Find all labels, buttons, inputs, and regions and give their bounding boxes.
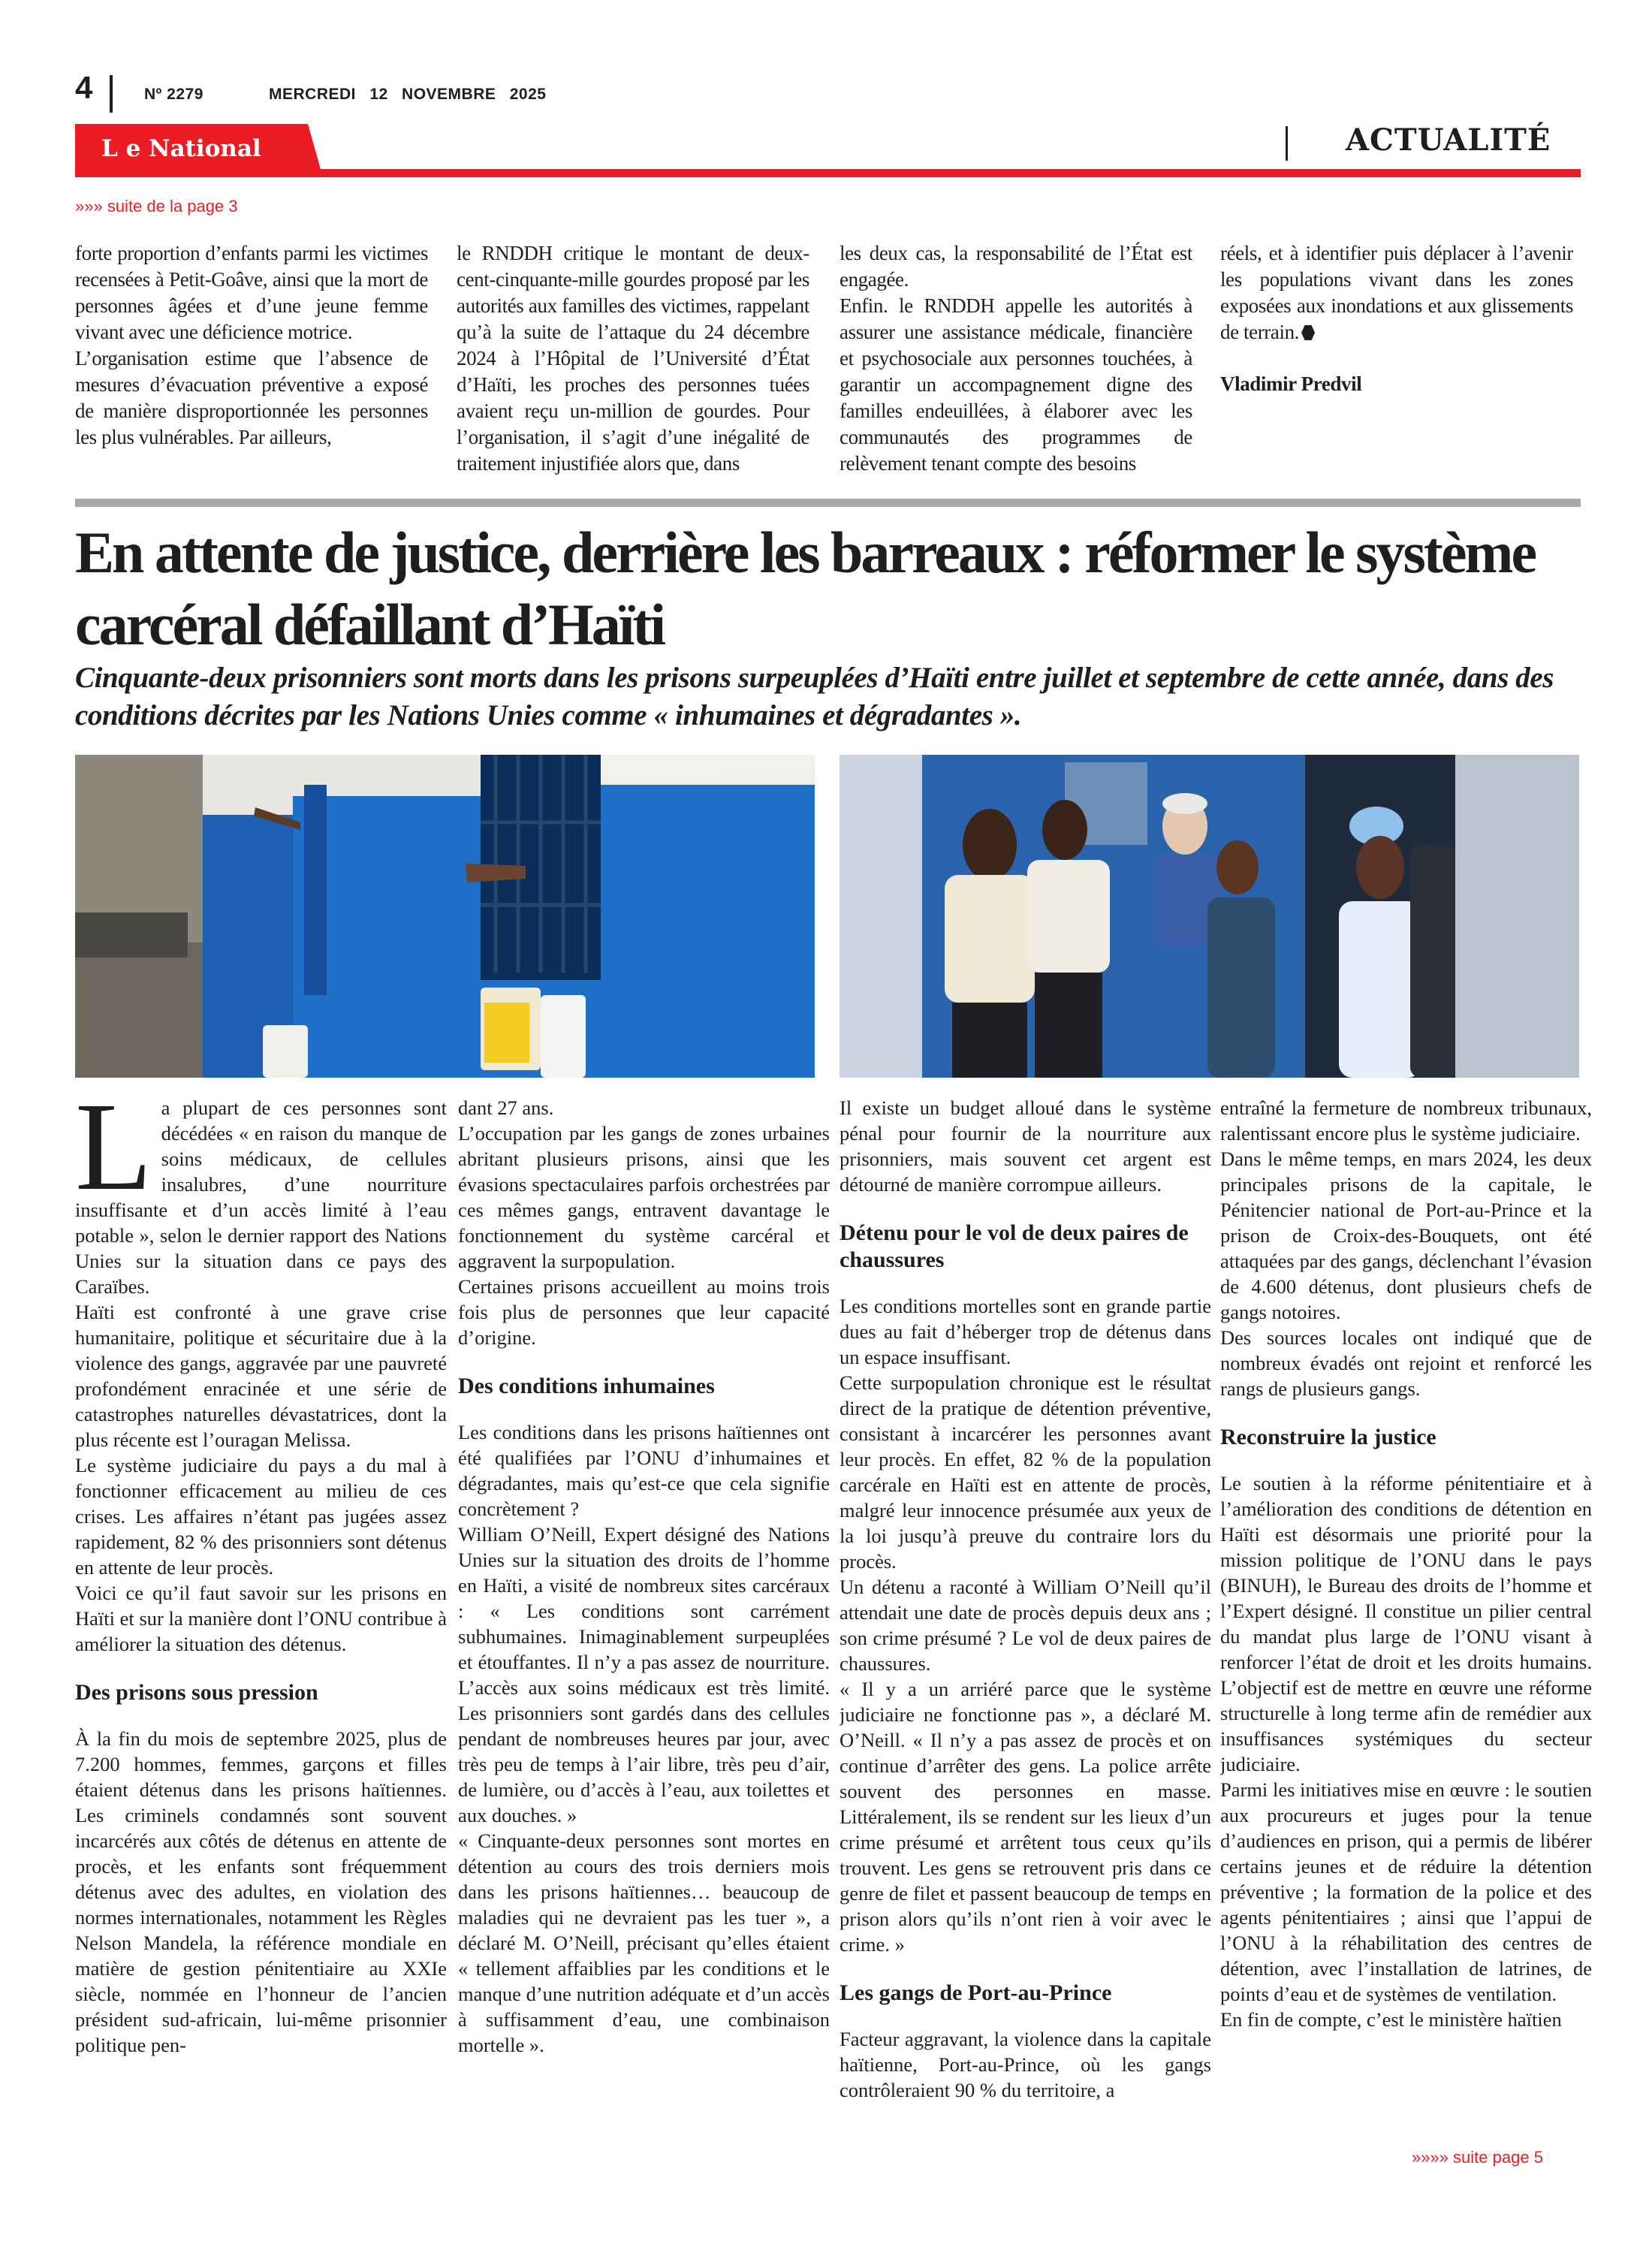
subheading: Détenu pour le vol de deux paires de chaussures: [840, 1220, 1189, 1272]
end-of-article-icon: [1301, 325, 1315, 340]
dateline: MERCREDI 12 NOVEMBRE 2025: [269, 86, 547, 103]
paragraph-text: a plupart de ces personnes sont décédées « en raison du manque de soins médicaux, de cellules insalubres, d’une nourriture insuffisante et d’un accès limité à l’eau potable », selon le dernier rapport des Nations Unies sur la situation dans ce pays des Caraïbes.: [75, 1096, 447, 1298]
photo-official-visit: [840, 755, 1579, 1078]
subheading: Des prisons sous pression: [75, 1680, 318, 1705]
subheading: Des conditions inhumaines: [458, 1374, 715, 1398]
paragraph: Enfin. le RNDDH appelle les autorités à assurer une assistance médicale, financière et psychosociale aux personnes touchées, à garantir un accompagnement digne des familles endeuillées, à élaborer avec les communautés des programmes de relèvement tenant compte des besoins: [840, 294, 1192, 475]
paragraph: En fin de compte, c’est le ministère haïtien: [1220, 2008, 1562, 2031]
prev-article-column-2: [457, 240, 809, 488]
article-column-1: [75, 1095, 447, 2146]
paragraph: dant 27 ans.: [458, 1096, 554, 1119]
paragraph: L’organisation estime que l’absence de mesures d’évacuation préventive a exposé de manière disproportionnée les personnes les plus vulnérables. Par ailleurs,: [75, 347, 428, 448]
paragraph: Voici ce qu’il faut savoir sur les prisons en Haïti et sur la manière dont l’ONU contribue à améliorer la situation des détenus.: [75, 1582, 447, 1655]
paragraph: Les conditions dans les prisons haïtiennes ont été qualifiées par l’ONU d’inhumaines et dégradantes, mais qu’est-ce que cela signifie concrètement ?: [458, 1421, 830, 1520]
photo-prison-cells: [75, 755, 815, 1078]
section-label[interactable]: ACTUALITÉ: [1346, 122, 1551, 158]
continued-to-link[interactable]: »»»» suite page 5: [1412, 2148, 1543, 2167]
paragraph: les deux cas, la responsabilité de l’État est engagée.: [840, 242, 1192, 291]
prev-article-column-3: [840, 240, 1192, 488]
article-column-3: [840, 1095, 1211, 2146]
lead-paragraph: [75, 1095, 447, 1299]
paragraph: entraîné la fermeture de nombreux tribunaux, ralentissant encore plus le système judiciaire.: [1220, 1096, 1592, 1145]
paragraph: Un détenu a raconté à William O’Neill qu’il attendait une date de procès depuis deux ans ; son crime présumé ? Le vol de deux paires de chaussures.: [840, 1576, 1211, 1675]
paragraph: forte proportion d’enfants parmi les victimes recensées à Petit-Goâve, ainsi que la mort de personnes âgées et d’une jeune femme vivant avec une déficience motrice.: [75, 242, 428, 343]
paragraph-text: réels, et à identifier puis déplacer à l’avenir les populations vivant dans les zones exposées aux inondations et aux glissements de terrain.: [1220, 242, 1573, 343]
paragraph: Des sources locales ont indiqué que de nombreux évadés ont rejoint et renforcé les rangs de plusieurs gangs.: [1220, 1326, 1592, 1400]
paragraph: Facteur aggravant, la violence dans la capitale haïtienne, Port-au-Prince, où les gangs contrôleraient 90 % du territoire, a: [840, 2028, 1211, 2101]
prev-article-column-1: [75, 240, 428, 488]
paragraph: le RNDDH critique le montant de deux-cent-cinquante-mille gourdes proposé par les autorités aux familles des victimes, rappelant qu’à la suite de l’attaque du 24 décembre 2024 à l’Hôpital de l’Université d’État d’Haïti, les proches des personnes tuées avaient reçu un-million de gourdes. Pour l’organisation, il s’agit d’une inégalité de traitement injustifiée alors que, dans: [457, 242, 809, 475]
paragraph: Cette surpopulation chronique est le résultat direct de la pratique de détention préventive, consistant à incarcérer les personnes avant leur procès. En effet, 82 % de la population carcérale en Haïti est en attente de procès, malgré leur innocence présumée aux yeux de la loi jusqu’à preuve du contraire lors du procès.: [840, 1371, 1211, 1573]
subheading: Reconstruire la justice: [1220, 1425, 1436, 1449]
paragraph: Certaines prisons accueillent au moins trois fois plus de personnes que leur capacité d’origine.: [458, 1275, 830, 1349]
drop-cap: L: [75, 1095, 152, 1217]
page-number: 4: [75, 70, 93, 105]
official-visit-illustration: [840, 755, 1579, 1078]
paragraph: Le soutien à la réforme pénitentiaire et à l’amélioration des conditions de détention en Haïti est désormais une priorité pour la mission politique de l’ONU dans le pays (BINUH), le Bureau des droits de l’homme et l’Expert désigné. Il constitue un pilier central du mandat plus large de l’ONU visant à renforcer l’état de droit et les droits humains. L’objectif est de mettre en œuvre une réforme structurelle à long terme afin de remédier aux insuffisances systémiques du secteur judiciaire.: [1220, 1472, 1592, 1775]
paragraph: « Il y a un arriéré parce que le système judiciaire ne fonctionne pas », a déclaré M. O’Neill. « Il n’y a pas assez de procès et on continue d’arrêter des gens. La police arrête souvent des personnes en masse. Littéralement, ils se rendent sur les lieux d’un crime présumé et arrêtent tous ceux qu’ils trouvent. Les gens se retrouvent pris dans ce genre de filet et passent beaucoup de temps en prison alors qu’ils n’ont rien à voir avec le crime. »: [840, 1678, 1211, 1956]
page-number-divider: [110, 75, 113, 113]
article-deck: Cinquante-deux prisonniers sont morts dans les prisons surpeuplées d’Haïti entre juillet et septembre de cette année, dans des conditions décrites par les Nations Unies comme « inhumaines et dégradantes ».: [75, 662, 1554, 731]
paragraph: Le système judiciaire du pays a du mal à fonctionner efficacement au milieu de ces crises. Les affaires n’étant pas jugées assez rapidement, 82 % des prisonniers sont détenus en attente de leur procès.: [75, 1454, 447, 1579]
paragraph: Il existe un budget alloué dans le système pénal pour fournir de la nourriture aux prisonniers, mais souvent cet argent est détourné de manière corrompue ailleurs.: [840, 1096, 1211, 1196]
prison-cells-illustration: [75, 755, 815, 1078]
section-divider: [1286, 126, 1288, 161]
byline: Vladimir Predvil: [1220, 372, 1362, 395]
article-column-4: [1220, 1095, 1592, 2146]
paragraph: William O’Neill, Expert désigné des Nations Unies sur la situation des droits de l’homme en Haïti, a visité de nombreux sites carcéraux : « Les conditions sont carrément subhumaines. Inimaginablement surpeuplées et étouffantes. Il n’y a pas assez de nourriture. L’accès aux soins médicaux est très limité. Les prisonniers sont gardés dans des cellules pendant de nombreuses heures par jour, avec très peu de temps à l’air libre, très peu d’air, de lumière, ou d’accès à l’eau, aux toilettes et aux douches. »: [458, 1523, 830, 1826]
newspaper-logo[interactable]: L e National: [101, 135, 261, 162]
issue-number: Nº 2279: [144, 86, 203, 103]
paragraph: Haïti est confronté à une grave crise humanitaire, politique et sécuritaire due à la violence des gangs, aggravée par une pauvreté profondément enracinée et une série de catastrophes naturelles dévastatrices, dont la plus récente est l’ouragan Melissa.: [75, 1301, 447, 1451]
article-headline: En attente de justice, derrière les barreaux : réformer le système carcéral défaillant d’Haïti: [75, 520, 1536, 657]
paragraph: [1220, 240, 1573, 345]
paragraph: L’occupation par les gangs de zones urbaines abritant plusieurs prisons, ainsi que les évasions spectaculaires parfois orchestrées par ces mêmes gangs, entravent davantage le fonctionnement du système carcéral et aggravent la surpopulation.: [458, 1122, 830, 1272]
continued-from-link[interactable]: »»» suite de la page 3: [75, 197, 238, 216]
paragraph: Les conditions mortelles sont en grande partie dues au fait d’héberger trop de détenus dans un espace insuffisant.: [840, 1295, 1211, 1368]
article-separator: [75, 499, 1581, 507]
paragraph: Dans le même temps, en mars 2024, les deux principales prisons de la capitale, le Pénitencier national de Port-au-Prince et la prison de Croix-des-Bouquets, ont été attaquées par des gangs, déclenchant l’évasion de 4.600 détenus, dont plusieurs chefs de gangs notoires.: [1220, 1148, 1592, 1323]
paragraph: À la fin du mois de septembre 2025, plus de 7.200 hommes, femmes, garçons et filles étaient détenus dans les prisons haïtiennes. Les criminels condamnés sont souvent incarcérés aux côtés de détenus en attente de procès, et les enfants sont fréquemment détenus avec des adultes, en violation des normes internationales, notamment les Règles Nelson Mandela, la référence mondiale en matière de gestion pénitentiaire au XXIe siècle, nommée en l’honneur de l’ancien président sud-africain, lui-même prisonnier politique pen-: [75, 1727, 447, 2056]
article-column-2: [458, 1095, 830, 2146]
paragraph: « Cinquante-deux personnes sont mortes en détention au cours des trois derniers mois dans les prisons haïtiennes… beaucoup de maladies qui ne devraient pas les tuer », a déclaré M. O’Neill, précisant qu’elles étaient « tellement affaiblies par les conditions et le manque d’une nutrition adéquate et d’un accès à suffisamment d’eau, une combinaison mortelle ».: [458, 1829, 830, 2056]
subheading: Les gangs de Port-au-Prince: [840, 1980, 1112, 2005]
paragraph: Parmi les initiatives mise en œuvre : le soutien aux procureurs et juges pour la tenue d’audiences en prison, qui a permis de libérer certains jeunes et de réduire la détention préventive ; la formation de la police et des agents pénitentiaires ; ainsi que l’appui de l’ONU à la réhabilitation des centres de détention, avec l’installation de latrines, de points d’eau et de systèmes de ventilation.: [1220, 1778, 1592, 2005]
prev-article-column-4: [1220, 240, 1573, 488]
